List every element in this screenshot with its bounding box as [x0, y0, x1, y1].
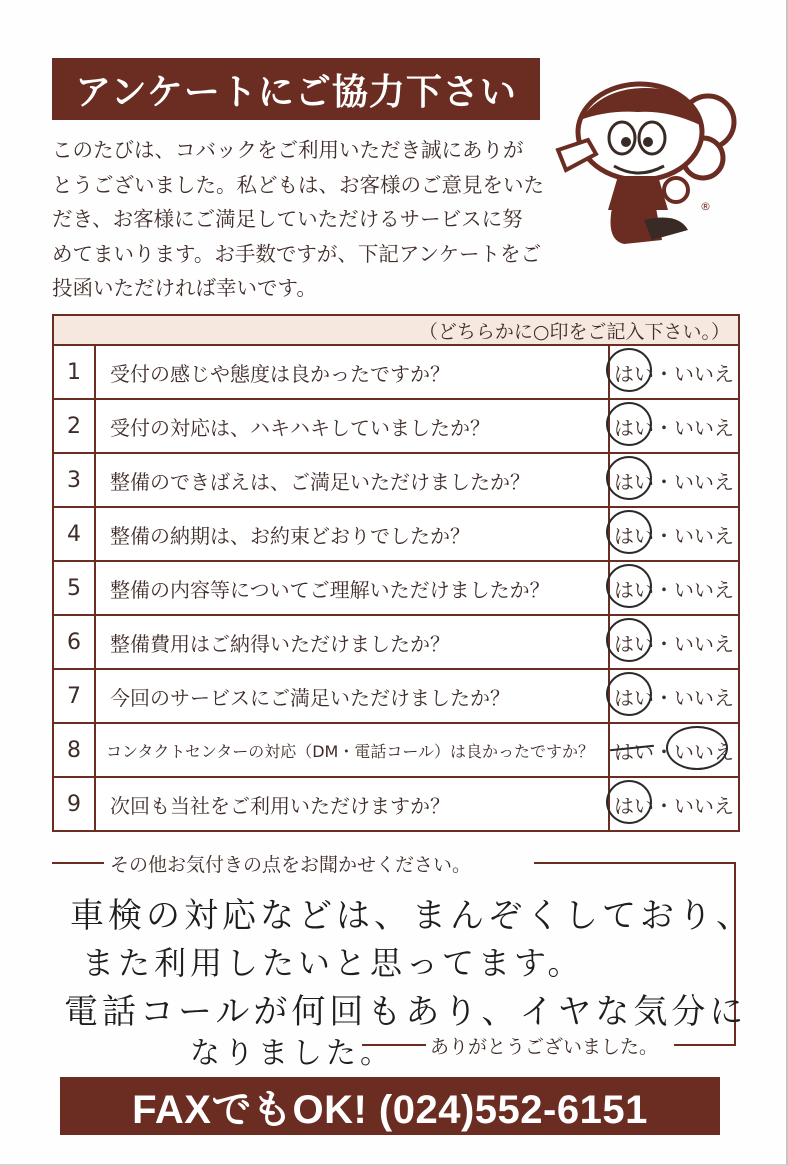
answer-no[interactable] [674, 682, 734, 711]
circle-mark-icon [606, 348, 652, 392]
question-number: 6 [54, 616, 96, 668]
intro-text [52, 133, 547, 306]
question-text: 受付の対応は、ハキハキしていましたか？ [96, 400, 610, 452]
circle-mark-icon [606, 564, 652, 608]
answer-no-label: いいえ [674, 577, 734, 602]
circle-mark-icon [606, 672, 652, 716]
answer-cell [610, 562, 738, 614]
comments-border [674, 1044, 736, 1046]
survey-row [54, 724, 738, 778]
survey-row [54, 778, 738, 830]
handwritten-line: なりました。 [190, 1036, 394, 1071]
answer-no[interactable] [674, 628, 734, 657]
answer-separator: ・ [654, 739, 674, 764]
answer-yes-label: はい [614, 793, 654, 818]
question-text: 今回のサービスにご満足いただけましたか？ [96, 670, 610, 722]
answer-cell [610, 616, 738, 668]
answer-yes-label: はい [614, 361, 654, 386]
question-number: 9 [54, 778, 96, 830]
comments-border [534, 862, 736, 864]
answer-yes-label: はい [614, 739, 654, 764]
question-number: 5 [54, 562, 96, 614]
registered-mark: ® [700, 200, 711, 213]
circle-mark-icon [606, 510, 652, 554]
circle-mark-icon [606, 618, 652, 662]
survey-instruction: （どちらかに○印をご記入下さい。） [54, 316, 738, 346]
answer-separator: ・ [654, 577, 674, 602]
answer-no-label: いいえ [674, 739, 734, 764]
answer-separator: ・ [654, 523, 674, 548]
answer-separator: ・ [654, 793, 674, 818]
answer-cell [610, 346, 738, 398]
question-text: コンタクトセンターの対応（DM・電話コール）は良かったですか？ [96, 724, 610, 776]
survey-row [54, 400, 738, 454]
question-text: 整備費用はご納得いただけましたか？ [96, 616, 610, 668]
mascot-character-icon [548, 80, 738, 250]
answer-cell [610, 778, 738, 830]
answer-yes[interactable] [614, 412, 654, 441]
circle-mark-icon [606, 456, 652, 500]
answer-no[interactable] [674, 574, 734, 603]
answer-cell [610, 724, 738, 776]
answer-yes-label: はい [614, 685, 654, 710]
question-number: 7 [54, 670, 96, 722]
thanks-text: ありがとうございました。 [430, 1036, 659, 1058]
answer-no[interactable] [674, 736, 734, 765]
survey-row [54, 670, 738, 724]
answer-no[interactable] [674, 358, 734, 387]
survey-table [52, 314, 740, 832]
answer-separator: ・ [654, 631, 674, 656]
fax-banner: FAXでもOK! (024)552-6151 [60, 1077, 720, 1135]
handwritten-line: 電話コールが何回もあり、イヤな気分に [64, 992, 748, 1032]
answer-no-label: いいえ [674, 469, 734, 494]
answer-cell [610, 508, 738, 560]
answer-no[interactable] [674, 790, 734, 819]
answer-cell [610, 454, 738, 506]
answer-yes[interactable] [614, 790, 654, 819]
answer-cell [610, 400, 738, 452]
question-number: 3 [54, 454, 96, 506]
question-text: 次回も当社をご利用いただけますか？ [96, 778, 610, 830]
comments-box [52, 850, 754, 1071]
answer-yes[interactable] [614, 358, 654, 387]
question-number: 4 [54, 508, 96, 560]
answer-yes[interactable] [614, 520, 654, 549]
answer-yes-label: はい [614, 577, 654, 602]
intro-line: とうございました。私どもは、お客様のご意見をいた [52, 172, 544, 197]
answer-yes[interactable] [614, 736, 654, 765]
survey-row [54, 508, 738, 562]
answer-no-label: いいえ [674, 793, 734, 818]
answer-yes[interactable] [614, 574, 654, 603]
answer-no-label: いいえ [674, 415, 734, 440]
answer-separator: ・ [654, 685, 674, 710]
intro-line: 投函いただければ幸いです。 [52, 276, 317, 300]
comments-border [52, 862, 104, 864]
circle-mark-icon [666, 726, 728, 770]
answer-yes[interactable] [614, 466, 654, 495]
question-text: 受付の感じや態度は良かったですか？ [96, 346, 610, 398]
page-title: アンケートにご協力下さい [52, 58, 540, 120]
question-number: 2 [54, 400, 96, 452]
answer-separator: ・ [654, 415, 674, 440]
answer-yes-label: はい [614, 469, 654, 494]
survey-row [54, 562, 738, 616]
survey-row [54, 454, 738, 508]
answer-separator: ・ [654, 361, 674, 386]
intro-line: めてまいります。お手数ですが、下記アンケートをご [52, 241, 542, 266]
question-text: 整備の納期は、お約束どおりでしたか？ [96, 508, 610, 560]
survey-row [54, 346, 738, 400]
answer-no-label: いいえ [674, 631, 734, 656]
answer-yes[interactable] [614, 628, 654, 657]
intro-line: このたびは、コバックをご利用いただき誠にありが [52, 138, 524, 162]
intro-line: だき、お客様にご満足していただけるサービスに努 [52, 207, 523, 231]
handwritten-line: また利用したいと思ってます。 [82, 944, 584, 982]
answer-yes-label: はい [614, 415, 654, 440]
answer-no[interactable] [674, 412, 734, 441]
question-number: 1 [54, 346, 96, 398]
answer-yes-label: はい [614, 523, 654, 548]
answer-cell [610, 670, 738, 722]
answer-yes[interactable] [614, 682, 654, 711]
answer-no-label: いいえ [674, 685, 734, 710]
question-text: 整備のできばえは、ご満足いただけましたか？ [96, 454, 610, 506]
survey-row [54, 616, 738, 670]
comments-label: その他お気付きの点をお聞かせください。 [110, 854, 472, 876]
answer-separator: ・ [654, 469, 674, 494]
answer-no-label: いいえ [674, 361, 734, 386]
answer-yes-label: はい [614, 631, 654, 656]
answer-no[interactable] [674, 520, 734, 549]
circle-mark-icon [606, 780, 652, 824]
handwritten-line: 車検の対応などは、まんぞくしており、 [70, 896, 754, 936]
circle-mark-icon [606, 402, 652, 446]
question-number: 8 [54, 724, 96, 776]
question-text: 整備の内容等についてご理解いただけましたか？ [96, 562, 610, 614]
answer-no[interactable] [674, 466, 734, 495]
answer-no-label: いいえ [674, 523, 734, 548]
